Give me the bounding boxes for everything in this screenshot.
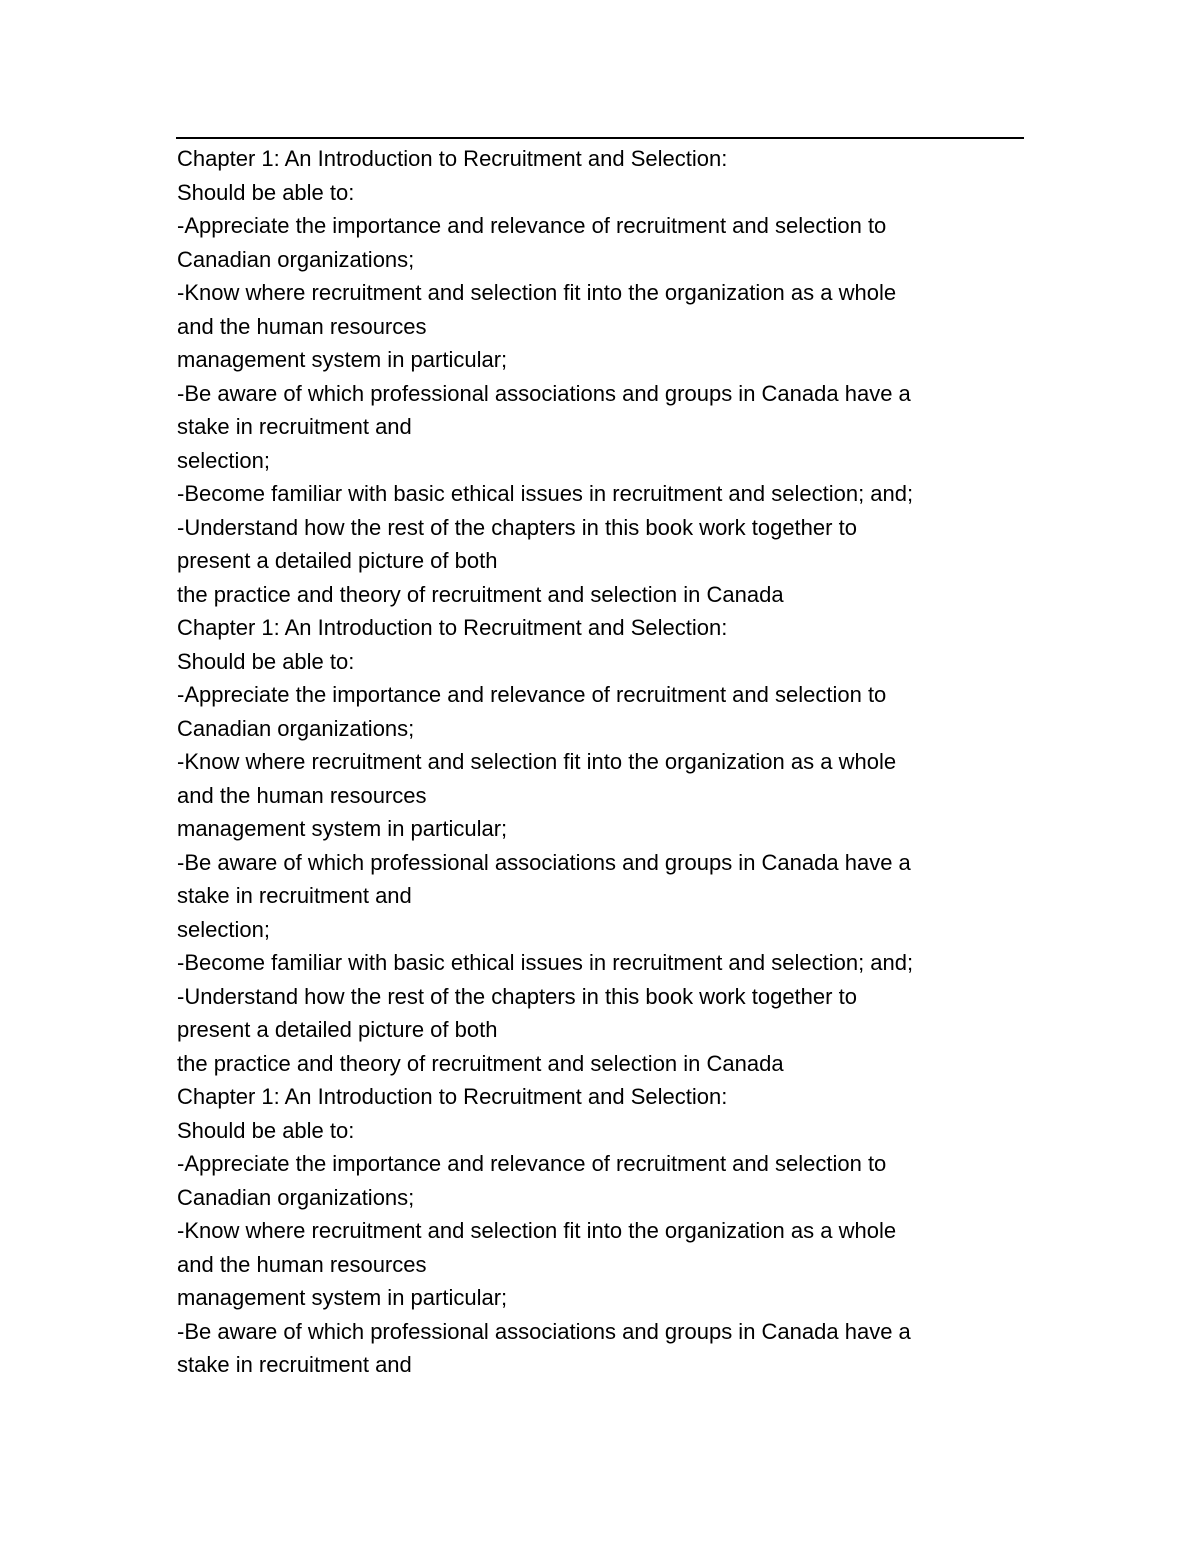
text-line: Chapter 1: An Introduction to Recruitment and Selection: (177, 146, 728, 171)
text-line: -Appreciate the importance and relevance of recruitment and selection to (177, 213, 887, 238)
text-line: -Appreciate the importance and relevance of recruitment and selection to (177, 682, 887, 707)
text-line: stake in recruitment and (177, 883, 412, 908)
text-line: Should be able to: (177, 1117, 355, 1143)
text-line: the practice and theory of recruitment and selection in Canada (177, 581, 784, 607)
text-line: stake in recruitment and (177, 414, 412, 439)
text-line: -Know where recruitment and selection fit into the organization as a whole (177, 749, 897, 774)
text-line: selection; (177, 916, 270, 942)
text-line: -Know where recruitment and selection fit into the organization as a whole (177, 1218, 897, 1243)
text-line: present a detailed picture of both (177, 1017, 498, 1042)
text-line: Chapter 1: An Introduction to Recruitment and Selection: (177, 1084, 728, 1109)
text-line: -Be aware of which professional associations and groups in Canada have a (177, 1318, 911, 1344)
text-line: Should be able to: (177, 179, 355, 205)
text-line: Chapter 1: An Introduction to Recruitment and Selection: (177, 615, 728, 640)
text-line: -Understand how the rest of the chapters in this book work together to (177, 983, 857, 1009)
text-line: Canadian organizations; (177, 246, 415, 272)
text-line: stake in recruitment and (177, 1352, 412, 1377)
text-line: management system in particular; (177, 347, 508, 372)
text-line: -Become familiar with basic ethical issues in recruitment and selection; and; (177, 950, 914, 975)
text-line: -Be aware of which professional associations and groups in Canada have a (177, 380, 911, 406)
text-line: and the human resources (177, 1251, 427, 1277)
text-line: -Be aware of which professional associations and groups in Canada have a (177, 849, 911, 875)
text-line: selection; (177, 447, 270, 473)
text-line: -Know where recruitment and selection fit into the organization as a whole (177, 280, 897, 305)
text-line: Canadian organizations; (177, 715, 415, 741)
text-line: Canadian organizations; (177, 1184, 415, 1210)
document-body (177, 142, 1037, 1382)
text-line: -Appreciate the importance and relevance of recruitment and selection to (177, 1151, 887, 1176)
text-line: and the human resources (177, 313, 427, 339)
text-line: -Understand how the rest of the chapters in this book work together to (177, 514, 857, 540)
text-line: -Become familiar with basic ethical issues in recruitment and selection; and; (177, 481, 914, 506)
text-line: management system in particular; (177, 816, 508, 841)
text-line: present a detailed picture of both (177, 548, 498, 573)
text-line: management system in particular; (177, 1285, 508, 1310)
header-rule (176, 137, 1024, 139)
text-line: the practice and theory of recruitment and selection in Canada (177, 1050, 784, 1076)
text-line: and the human resources (177, 782, 427, 808)
text-line: Should be able to: (177, 648, 355, 674)
